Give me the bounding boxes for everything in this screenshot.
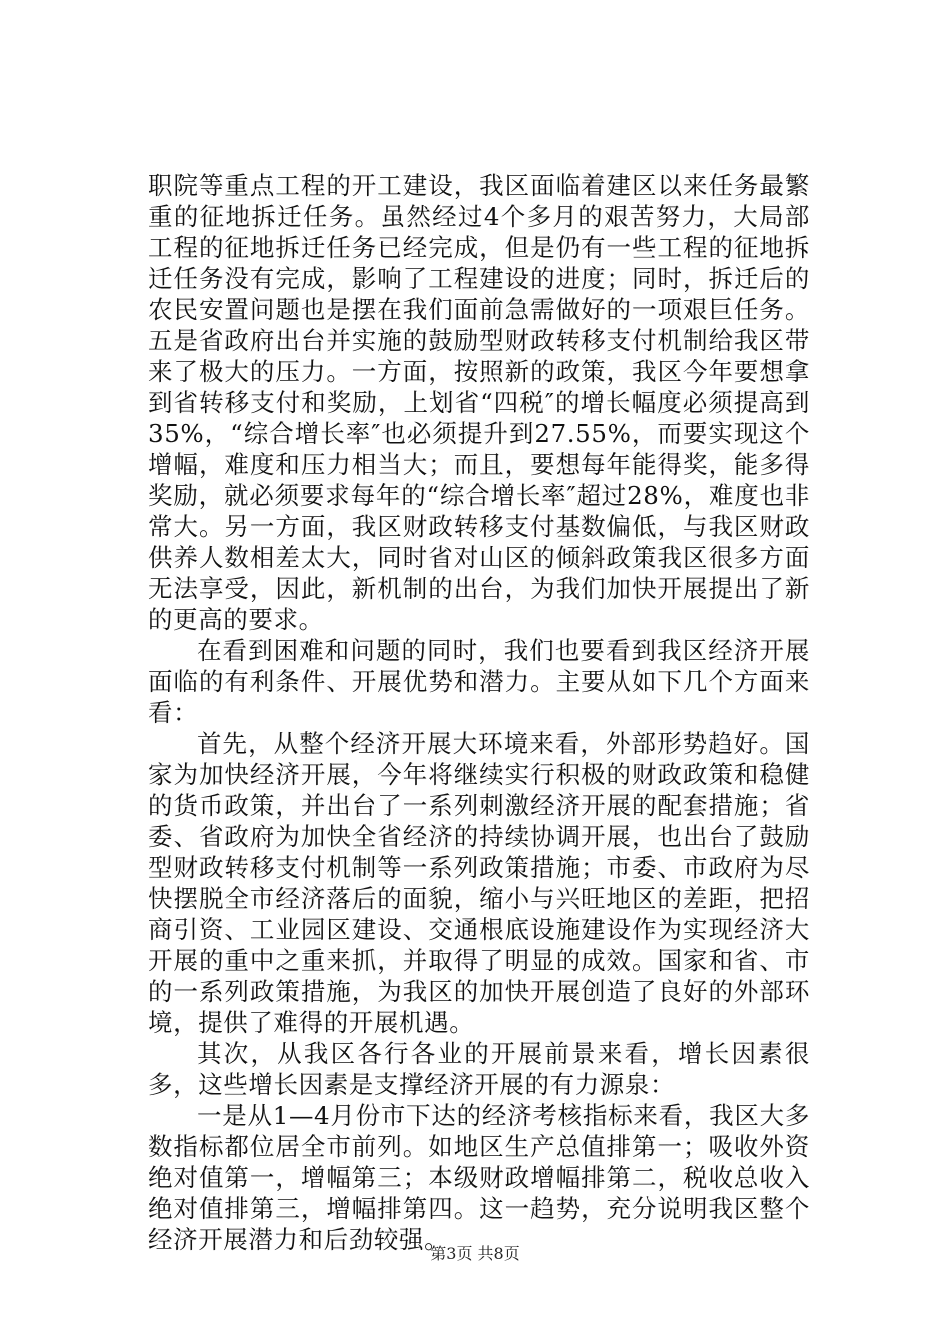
paragraph-continued: 职院等重点工程的开工建设，我区面临着建区以来任务最繁重的征地拆迁任务。虽然经过4个多月的艰苦努力，大局部工程的征地拆迁任务已经完成，但是仍有一些工程的征地拆迁任务没有完成，影响了工程建设的进度；同时，拆迁后的农民安置问题也是摆在我们面前急需做好的一项艰巨任务。五是省政府出台并实施的鼓励型财政转移支付机制给我区带来了极大的压力。一方面，按照新的政策，我区今年要想拿到省转移支付和奖励，上划省“四税″的增长幅度必须提高到35%，“综合增长率″也必须提升到27.55%，而要实现这个增幅，难度和压力相当大；而且，要想每年能得奖，能多得奖励，就必须要求每年的“综合增长率″超过28%，难度也非常大。另一方面，我区财政转移支付基数偏低，与我区财政供养人数相差太大，同时省对山区的倾斜政策我区很多方面无法享受，因此，新机制的出台，为我们加快开展提出了新的更高的要求。 [148, 171, 810, 634]
paragraph-indicators: 一是从1—4月份市下达的经济考核指标来看，我区大多数指标都位居全市前列。如地区生产总值排第一；吸收外资绝对值第一，增幅第三；本级财政增幅排第二，税收总收入绝对值排第三，增幅排第四。这一趋势，充分说明我区整个经济开展潜力和后劲较强。 [148, 1101, 810, 1254]
paragraph-favorable-conditions: 在看到困难和问题的同时，我们也要看到我区经济开展面临的有利条件、开展优势和潜力。主要从如下几个方面来看： [148, 636, 810, 727]
document-body [148, 170, 810, 1255]
paragraph-first-point: 首先，从整个经济开展大环境来看，外部形势趋好。国家为加快经济开展，今年将继续实行积极的财政政策和稳健的货币政策，并出台了一系列刺激经济开展的配套措施；省委、省政府为加快全省经济的持续协调开展，也出台了鼓励型财政转移支付机制等一系列政策措施；市委、市政府为尽快摆脱全市经济落后的面貌，缩小与兴旺地区的差距，把招商引资、工业园区建设、交通根底设施建设作为实现经济大开展的重中之重来抓，并取得了明显的成效。国家和省、市的一系列政策措施，为我区的加快开展创造了良好的外部环境，提供了难得的开展机遇。 [148, 729, 810, 1037]
paragraph-second-point: 其次，从我区各行各业的开展前景来看，增长因素很多，这些增长因素是支撑经济开展的有力源泉： [148, 1039, 810, 1099]
page-number-footer: 第3页 共8页 [430, 1244, 520, 1263]
